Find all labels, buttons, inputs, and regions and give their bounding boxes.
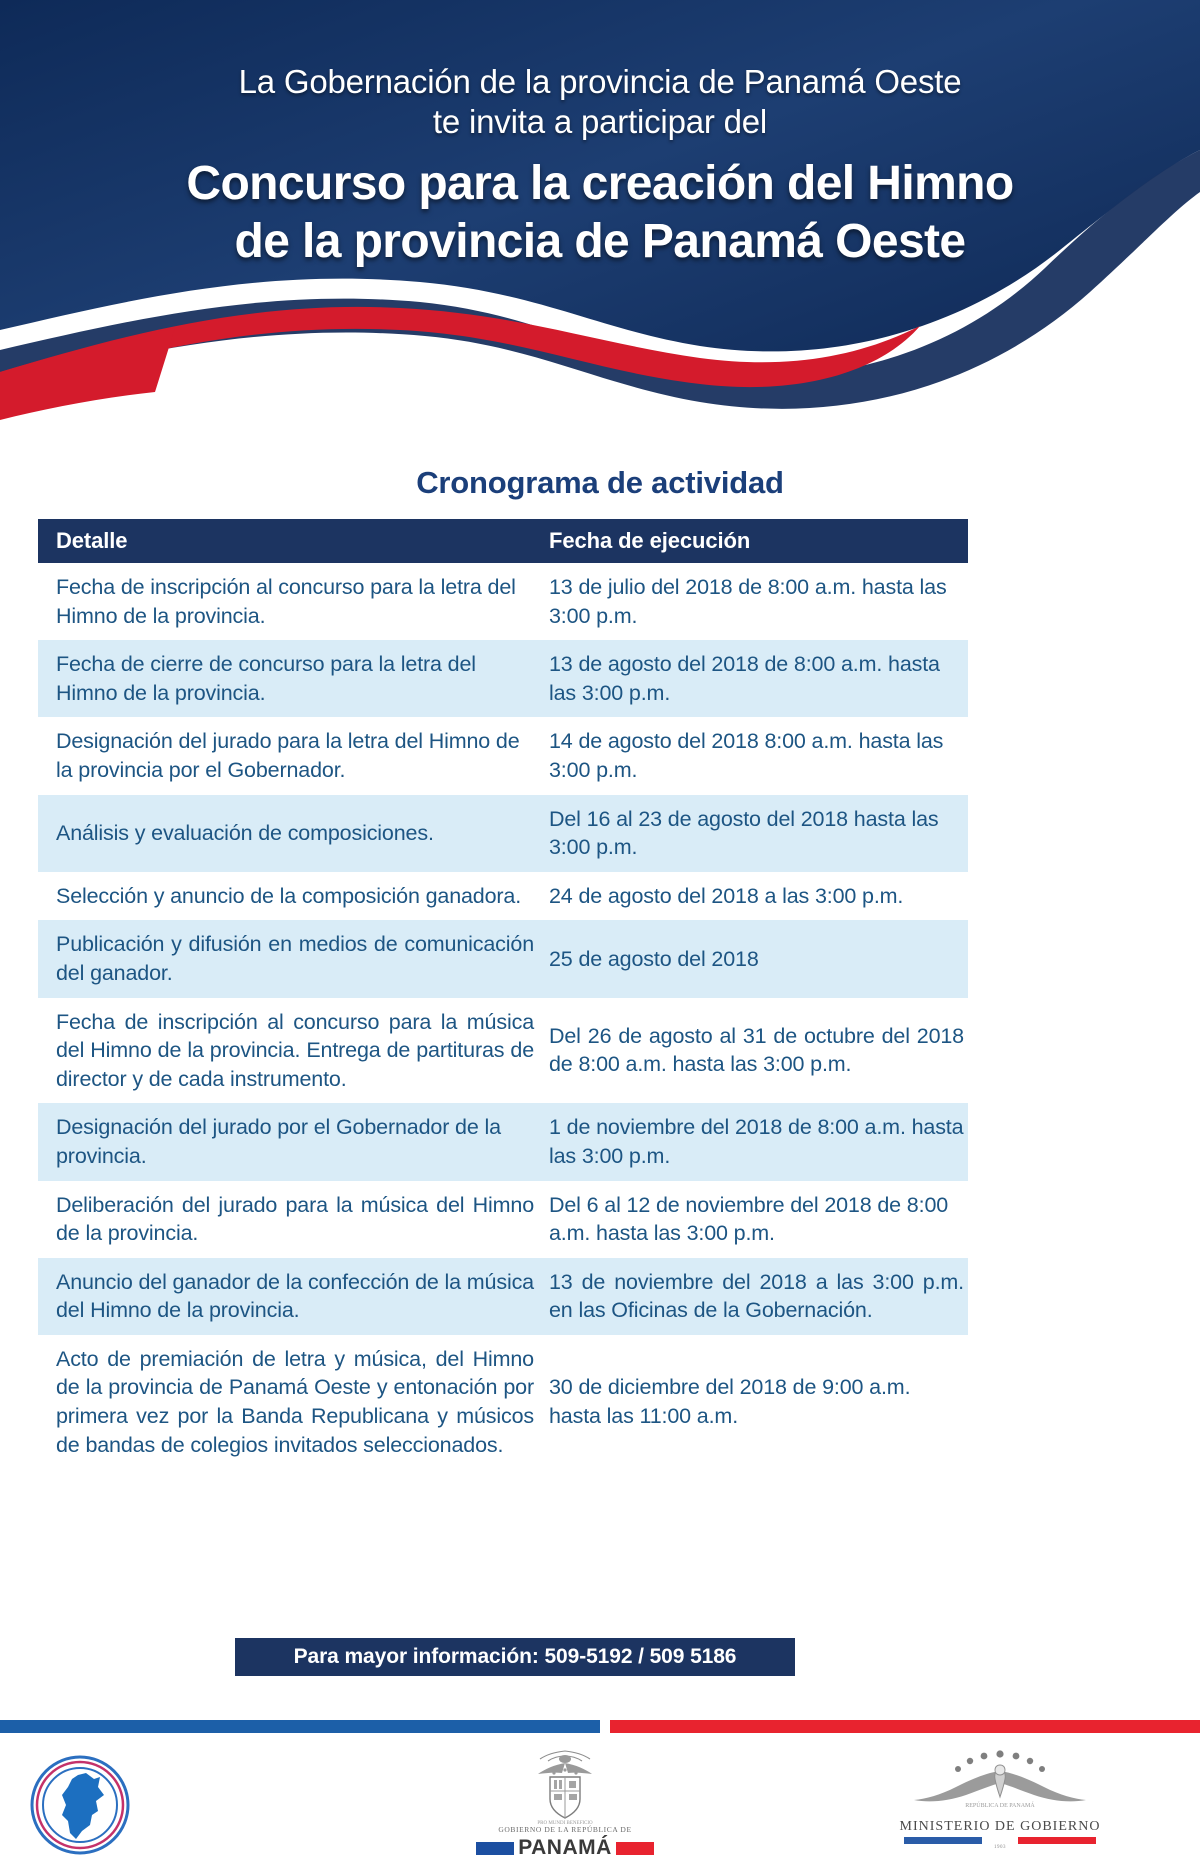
cell-detalle: Análisis y evaluación de composiciones. [56,820,434,845]
cell-fecha: 14 de agosto del 2018 8:00 a.m. hasta las 3:00 p.m. [549,729,944,782]
column-header-detalle: Detalle [56,528,128,553]
ministerio-year: 1903 [994,1845,1006,1850]
table-row [38,920,968,997]
panama-coat-of-arms-icon [528,1747,602,1825]
table-row [38,1103,968,1180]
poster-title-line-2: de la provincia de Panamá Oeste [234,215,966,269]
table-row [38,872,968,921]
table-row [38,1181,968,1258]
invite-line-2: te invita a participar del [432,103,768,141]
cell-detalle: Publicación y difusión en medios de comunicación del ganador. [56,932,534,985]
cell-detalle: Designación del jurado por el Gobernador de la provincia. [56,1115,501,1168]
cell-fecha: 25 de agosto del 2018 [549,946,759,971]
ministerio-bar-red [1018,1837,1096,1844]
cell-fecha: Del 6 al 12 de noviembre del 2018 de 8:00 a.m. hasta las 3:00 p.m. [549,1192,949,1246]
invite-line-1: La Gobernación de la provincia de Panamá Oeste [238,63,962,100]
cell-fecha: 13 de agosto del 2018 de 8:00 a.m. hasta las 3:00 p.m. [549,652,940,705]
cell-detalle: Selección y anuncio de la composición ganadora. [56,883,522,908]
cell-fecha: Del 16 al 23 de agosto del 2018 hasta las 3:00 p.m. [549,806,939,860]
ministerio-wordmark: MINISTERIO DE GOBIERNO [899,1819,1101,1834]
schedule-section-title: Cronograma de actividad [416,465,784,500]
contact-info-bar: Para mayor información: 509-5192 / 509 5186 [235,1638,795,1676]
cell-fecha: 30 de diciembre del 2018 de 9:00 a.m. hasta las 11:00 a.m. [549,1375,911,1429]
cell-detalle: Acto de premiación de letra y música, del Himno de la provincia de Panamá Oeste y entonación por primera vez por la Banda Republicana y músicos de bandas de colegios invitados seleccionados. [56,1346,534,1457]
footer-rule-red [610,1720,1200,1733]
cell-fecha: 24 de agosto del 2018 a las 3:00 p.m. [549,883,904,908]
cell-detalle: Anuncio del ganador de la confección de la música del Himno de la provincia. [56,1269,534,1323]
table-row [38,1335,968,1469]
cell-detalle: Fecha de cierre de concurso para la letra del Himno de la provincia. [56,652,476,705]
cell-detalle: Designación del jurado para la letra del Himno de la provincia por el Gobernador. [56,729,520,782]
gobierno-panama-logo [440,1747,690,1865]
flag-blue-bar [476,1842,514,1855]
cell-fecha: Del 26 de agosto al 31 de octubre del 2018 de 8:00 a.m. hasta las 3:00 p.m. [549,1023,964,1077]
footer-rule-blue [0,1720,600,1733]
column-header-fecha: Fecha de ejecución [549,528,751,553]
ministerio-bar-blue [904,1837,982,1844]
cell-detalle: Fecha de inscripción al concurso para la letra del Himno de la provincia. [56,575,516,628]
ministerio-bar-white [985,1837,1015,1844]
cell-fecha: 13 de julio del 2018 de 8:00 a.m. hasta las 3:00 p.m. [549,575,947,628]
cell-fecha: 13 de noviembre del 2018 a las 3:00 p.m. en las Oficinas de la Gobernación. [549,1269,964,1323]
panama-logo-caption: GOBIERNO DE LA REPÚBLICA DE [498,1825,632,1834]
table-row [38,563,968,640]
poster-header [0,0,1200,430]
cell-fecha: 1 de noviembre del 2018 de 8:00 a.m. hasta las 3:00 p.m. [549,1115,964,1168]
schedule-table [38,519,968,1469]
table-row [38,717,968,794]
ministerio-gobierno-logo [830,1747,1170,1865]
header-text-block [0,0,1200,272]
ministerio-eagle-icon [900,1747,1100,1819]
svg-text:PRO MUNDI BENEFICIO: PRO MUNDI BENEFICIO [537,1821,593,1825]
cell-detalle: Fecha de inscripción al concurso para la música del Himno de la provincia. Entrega de partituras de director y de cada instrumento. [56,1009,534,1091]
footer-rule [0,1720,1200,1733]
flag-red-bar [616,1842,654,1855]
table-row [38,1258,968,1335]
table-row [38,795,968,872]
ministerio-flag-bars [830,1837,1170,1844]
footer-logos [0,1745,1200,1867]
gobernacion-seal-icon [28,1753,133,1858]
ministerio-caption-top: REPÚBLICA DE PANAMÁ [965,1803,1035,1809]
table-row [38,640,968,717]
table-row [38,998,968,1104]
table-header-row [38,519,968,563]
panama-word: PANAMÁ [518,1836,612,1859]
panama-logo-wordmark [440,1836,690,1860]
poster-title-line-1: Concurso para la creación del Himno [186,156,1014,210]
cell-detalle: Deliberación del jurado para la música del Himno de la provincia. [56,1192,534,1246]
